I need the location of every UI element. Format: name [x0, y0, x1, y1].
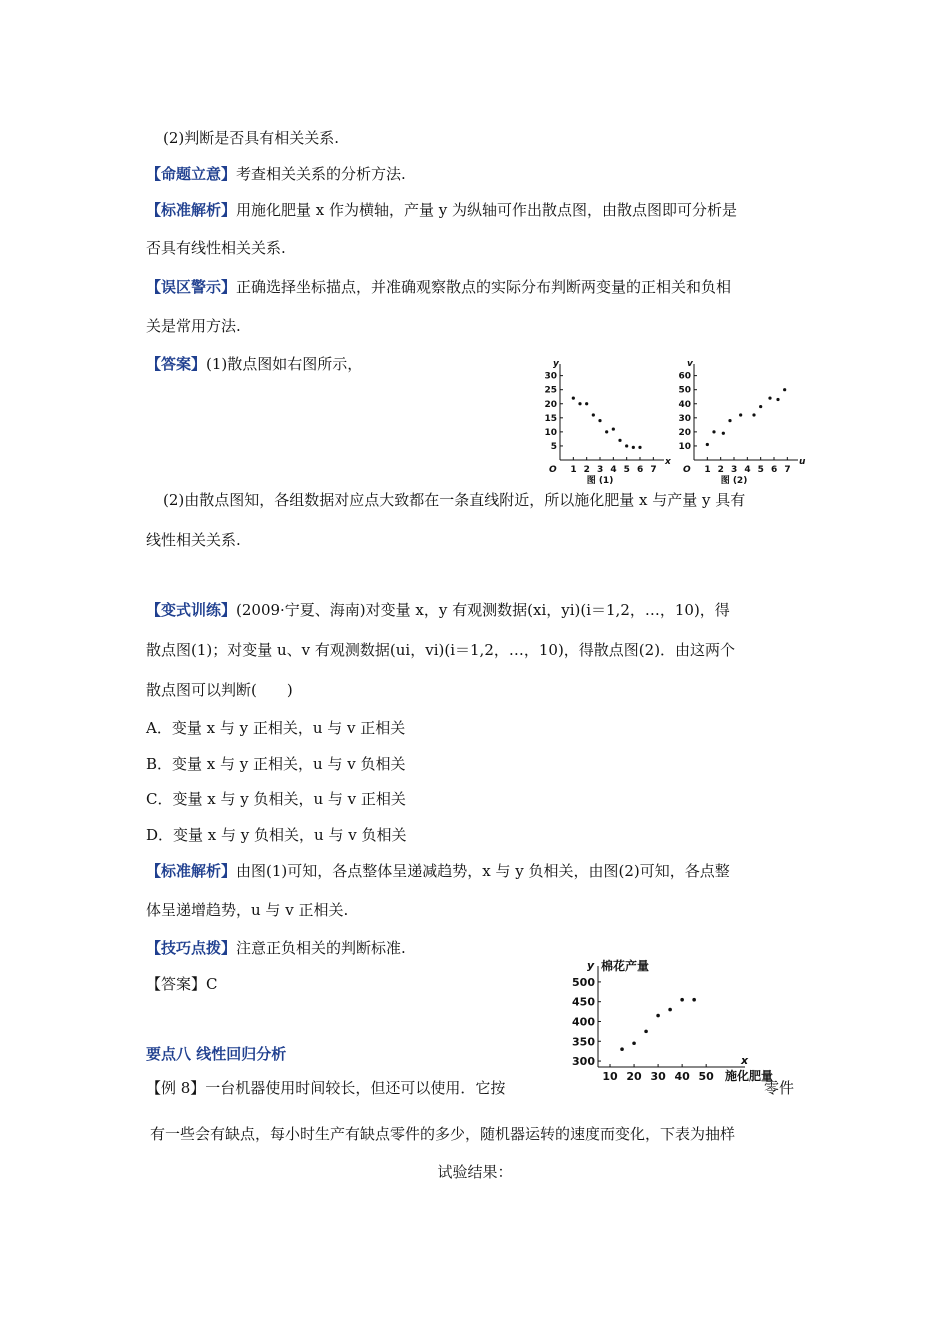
y-tick-label: 15: [544, 413, 557, 424]
data-point: [632, 1041, 636, 1045]
line-15: [146, 938, 406, 958]
label-tag: 【答案】: [146, 355, 207, 373]
line-text: 正确选择坐标描点，并准确观察散点的实际分布判断两变量的正相关和负相: [236, 278, 732, 296]
line-1: (2)判断是否具有相关关系.: [163, 129, 340, 147]
line-12: 散点图可以判断( ): [146, 681, 293, 699]
chart-title: 棉花产量: [601, 959, 650, 973]
data-point: [712, 430, 715, 433]
label-tag: 【命题立意】: [146, 165, 237, 183]
line-7: [146, 354, 362, 374]
x-tick-label: 3: [597, 465, 604, 475]
line-text: 由图(1)可知，各点整体呈递减趋势，x 与 y 负相关，由图(2)可知，各点整: [236, 862, 730, 880]
line-13: [146, 861, 730, 881]
data-point: [592, 413, 595, 416]
data-point: [585, 402, 588, 405]
y-tick-label: 20: [544, 399, 557, 410]
line-text: 用施化肥量 x 作为横轴，产量 y 为纵轴可作出散点图，由散点图即可分析是: [236, 201, 738, 219]
data-point: [768, 397, 771, 400]
data-point: [722, 432, 725, 435]
data-point: [632, 446, 635, 449]
x-tick-label: 2: [583, 465, 590, 475]
y-tick-label: 40: [678, 399, 691, 410]
x-tick-label: 6: [637, 465, 644, 475]
y-tick-label: 30: [544, 371, 557, 382]
line-3: [146, 200, 737, 220]
data-point: [625, 444, 628, 447]
line-4: 否具有线性相关关系.: [146, 239, 286, 257]
data-point: [776, 398, 779, 401]
line-text: 注意正负相关的判断标准.: [236, 939, 406, 957]
label-tag: 【标准解析】: [146, 862, 237, 880]
scatter-plot-2: [672, 359, 806, 486]
label-tag: 【误区警示】: [146, 278, 237, 296]
line-16: 【答案】C: [146, 975, 218, 993]
y-tick-label: 10: [678, 441, 691, 452]
origin-label: O: [549, 465, 557, 475]
y-tick-label: 350: [572, 1035, 595, 1049]
x-tick-label: 5: [757, 465, 764, 475]
data-point: [572, 397, 575, 400]
x-tick-label: 5: [623, 465, 630, 475]
data-point: [598, 419, 601, 422]
line-19: 试验结果：: [437, 1163, 513, 1181]
data-point: [656, 1014, 660, 1018]
data-point: [783, 388, 786, 391]
y-tick-label: 500: [572, 975, 595, 989]
x-tick-label: 6: [771, 465, 778, 475]
line-6: 关是常用方法.: [146, 317, 241, 335]
y-tick-label: 20: [678, 427, 691, 438]
option-a: A．变量 x 与 y 正相关，u 与 v 正相关: [146, 719, 406, 737]
y-tick-label: 25: [544, 385, 557, 396]
y-axis-label: y: [587, 959, 595, 972]
y-tick-label: 10: [544, 427, 557, 438]
line-17: 【例 8】一台机器使用时间较长，但还可以使用．它按: [146, 1079, 506, 1097]
data-point: [638, 446, 641, 449]
line-5: [146, 277, 731, 297]
x-tick-label: 3: [731, 465, 738, 475]
y-tick-label: 50: [678, 385, 691, 396]
scatter-plot-3: [560, 955, 774, 1090]
y-tick-label: 60: [678, 371, 691, 382]
y-axis-label: v: [687, 359, 693, 369]
x-axis-label: x: [665, 457, 671, 467]
data-point: [680, 998, 684, 1002]
x-axis-label: u: [799, 457, 806, 467]
line-text: 考查相关关系的分析方法.: [236, 165, 406, 183]
x-tick-label: 40: [674, 1070, 690, 1083]
x-tick-label: 7: [650, 465, 657, 475]
data-point: [759, 405, 762, 408]
line-2: [146, 164, 406, 184]
x-tick-label: 7: [784, 465, 791, 475]
line-text: (1)散点图如右图所示，: [206, 355, 363, 373]
data-point: [728, 419, 731, 422]
x-axis-label: 施化肥量: [725, 1069, 774, 1083]
x-tick-label: 20: [626, 1070, 642, 1083]
option-d: D．变量 x 与 y 负相关，u 与 v 负相关: [146, 826, 407, 844]
option-b: B．变量 x 与 y 正相关，u 与 v 负相关: [146, 755, 406, 773]
x-tick-label: 2: [717, 465, 724, 475]
data-point: [612, 427, 615, 430]
y-tick-label: 5: [550, 441, 557, 452]
data-point: [644, 1030, 648, 1034]
x-tick-label: 1: [570, 465, 577, 475]
line-8: (2)由散点图知，各组数据对应点大致都在一条直线附近，所以施化肥量 x 与产量 y 具有: [163, 491, 746, 509]
y-tick-label: 450: [572, 995, 595, 1009]
label-tag: 【技巧点拨】: [146, 939, 237, 957]
y-tick-label: 300: [572, 1055, 595, 1069]
line-17-tail: 零件: [764, 1079, 795, 1097]
data-point: [739, 413, 742, 416]
line-9: 线性相关关系.: [146, 531, 241, 549]
data-point: [605, 430, 608, 433]
x-tick-label: 4: [610, 465, 617, 475]
origin-label: O: [683, 465, 691, 475]
line-10: [146, 600, 730, 620]
line-18: 有一些会有缺点，每小时生产有缺点零件的多少，随机器运转的速度而变化，下表为抽样: [150, 1125, 736, 1143]
data-point: [692, 998, 696, 1002]
y-tick-label: 30: [678, 413, 691, 424]
line-text: (2009·宁夏、海南)对变量 x，y 有观测数据(xi，yi)(i＝1,2，…，10)，得: [236, 601, 730, 619]
x-tick-label: 1: [704, 465, 711, 475]
y-axis-label: y: [553, 359, 559, 369]
label-tag: 【标准解析】: [146, 201, 237, 219]
chart-caption: 图 (2): [720, 476, 748, 486]
chart-caption: 图 (1): [586, 476, 614, 486]
data-point: [752, 413, 755, 416]
data-point: [620, 1047, 624, 1051]
option-c: C．变量 x 与 y 负相关，u 与 v 正相关: [146, 790, 406, 808]
label-tag: 【变式训练】: [146, 601, 237, 619]
x-tick-label: 50: [698, 1070, 714, 1083]
scatter-plot-1: [538, 359, 671, 486]
data-point: [618, 439, 621, 442]
section-heading: 要点八 线性回归分析: [146, 1045, 287, 1063]
data-point: [578, 402, 581, 405]
x-tick-label: 30: [650, 1070, 666, 1083]
data-point: [706, 443, 709, 446]
line-14: 体呈递增趋势，u 与 v 正相关.: [146, 901, 349, 919]
x-tick-label: 10: [602, 1070, 618, 1083]
x-tick-label: 4: [744, 465, 751, 475]
data-point: [668, 1008, 672, 1012]
line-11: 散点图(1)；对变量 u、v 有观测数据(ui，vi)(i＝1,2，…，10)，得散点图(2)．由这两个: [146, 641, 736, 659]
x-axis-letter: x: [741, 1054, 749, 1067]
y-tick-label: 400: [572, 1015, 595, 1029]
